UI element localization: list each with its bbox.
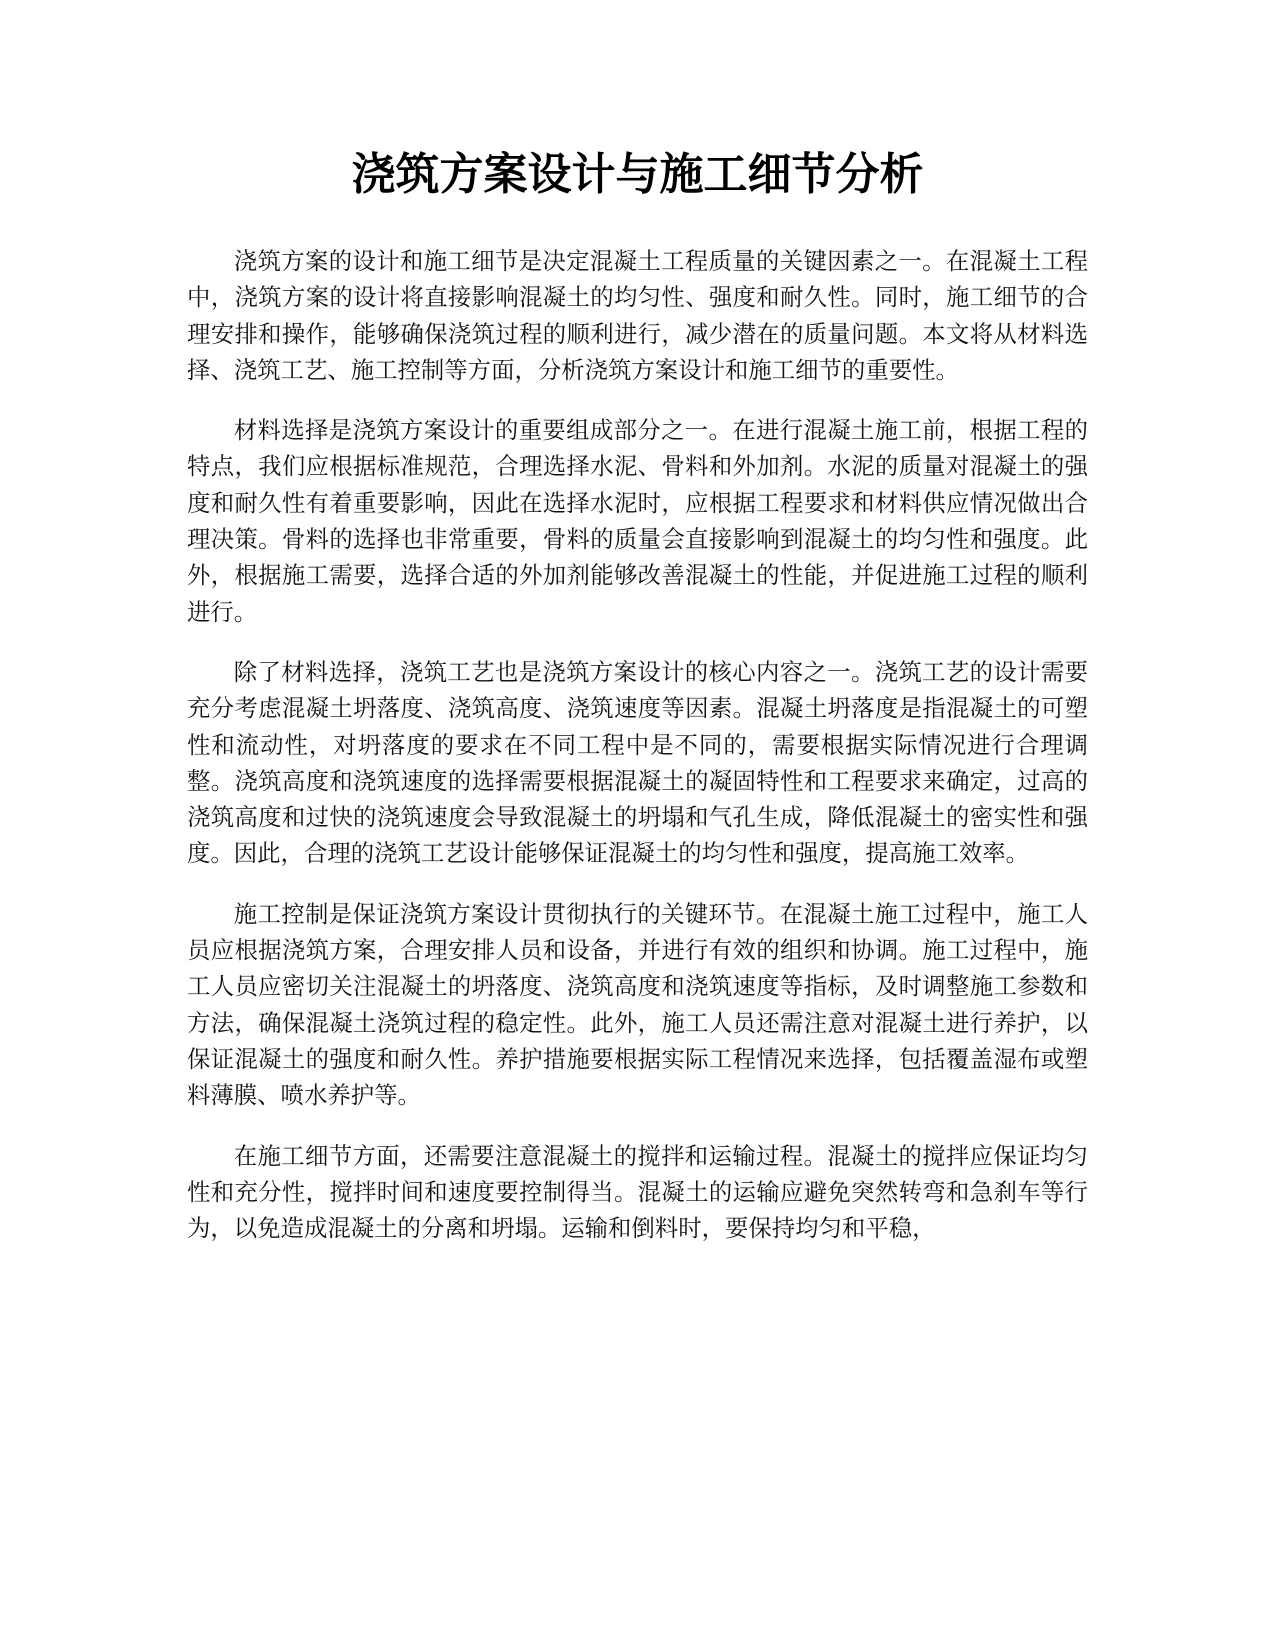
paragraph-construction-details: 在施工细节方面，还需要注意混凝土的搅拌和运输过程。混凝土的搅拌应保证均匀性和充分性，搅拌时间和速度要控制得当。混凝土的运输应避免突然转弯和急刹车等行为，以免造成混凝土的分离和坍塌。运输和倒料时，要保持均匀和平稳， <box>187 1141 1088 1243</box>
paragraph-pouring-process: 除了材料选择，浇筑工艺也是浇筑方案设计的核心内容之一。浇筑工艺的设计需要充分考虑混凝土坍落度、浇筑高度、浇筑速度等因素。混凝土坍落度是指混凝土的可塑性和流动性，对坍落度的要求在不同工程中是不同的，需要根据实际情况进行合理调整。浇筑高度和浇筑速度的选择需要根据混凝土的凝固特性和工程要求来确定，过高的浇筑高度和过快的浇筑速度会导致混凝土的坍塌和气孔生成，降低混凝土的密实性和强度。因此，合理的浇筑工艺设计能够保证混凝土的均匀性和强度，提高施工效率。 <box>187 657 1088 868</box>
paragraph-construction-control: 施工控制是保证浇筑方案设计贯彻执行的关键环节。在混凝土施工过程中，施工人员应根据浇筑方案，合理安排人员和设备，并进行有效的组织和协调。施工过程中，施工人员应密切关注混凝土的坍落度、浇筑高度和浇筑速度等指标，及时调整施工参数和方法，确保混凝土浇筑过程的稳定性。此外，施工人员还需注意对混凝土进行养护，以保证混凝土的强度和耐久性。养护措施要根据实际工程情况来选择，包括覆盖湿布或塑料薄膜、喷水养护等。 <box>187 899 1088 1110</box>
document-body <box>187 243 1088 1270</box>
paragraph-intro: 浇筑方案的设计和施工细节是决定混凝土工程质量的关键因素之一。在混凝土工程中，浇筑方案的设计将直接影响混凝土的均匀性、强度和耐久性。同时，施工细节的合理安排和操作，能够确保浇筑过程的顺利进行，减少潜在的质量问题。本文将从材料选择、浇筑工艺、施工控制等方面，分析浇筑方案设计和施工细节的重要性。 <box>187 247 1088 384</box>
paragraph-material-selection: 材料选择是浇筑方案设计的重要组成部分之一。在进行混凝土施工前，根据工程的特点，我们应根据标准规范，合理选择水泥、骨料和外加剂。水泥的质量对混凝土的强度和耐久性有着重要影响，因此在选择水泥时，应根据工程要求和材料供应情况做出合理决策。骨料的选择也非常重要，骨料的质量会直接影响到混凝土的均匀性和强度。此外，根据施工需要，选择合适的外加剂能够改善混凝土的性能，并促进施工过程的顺利进行。 <box>187 416 1088 626</box>
document-title: 浇筑方案设计与施工细节分析 <box>351 149 924 200</box>
